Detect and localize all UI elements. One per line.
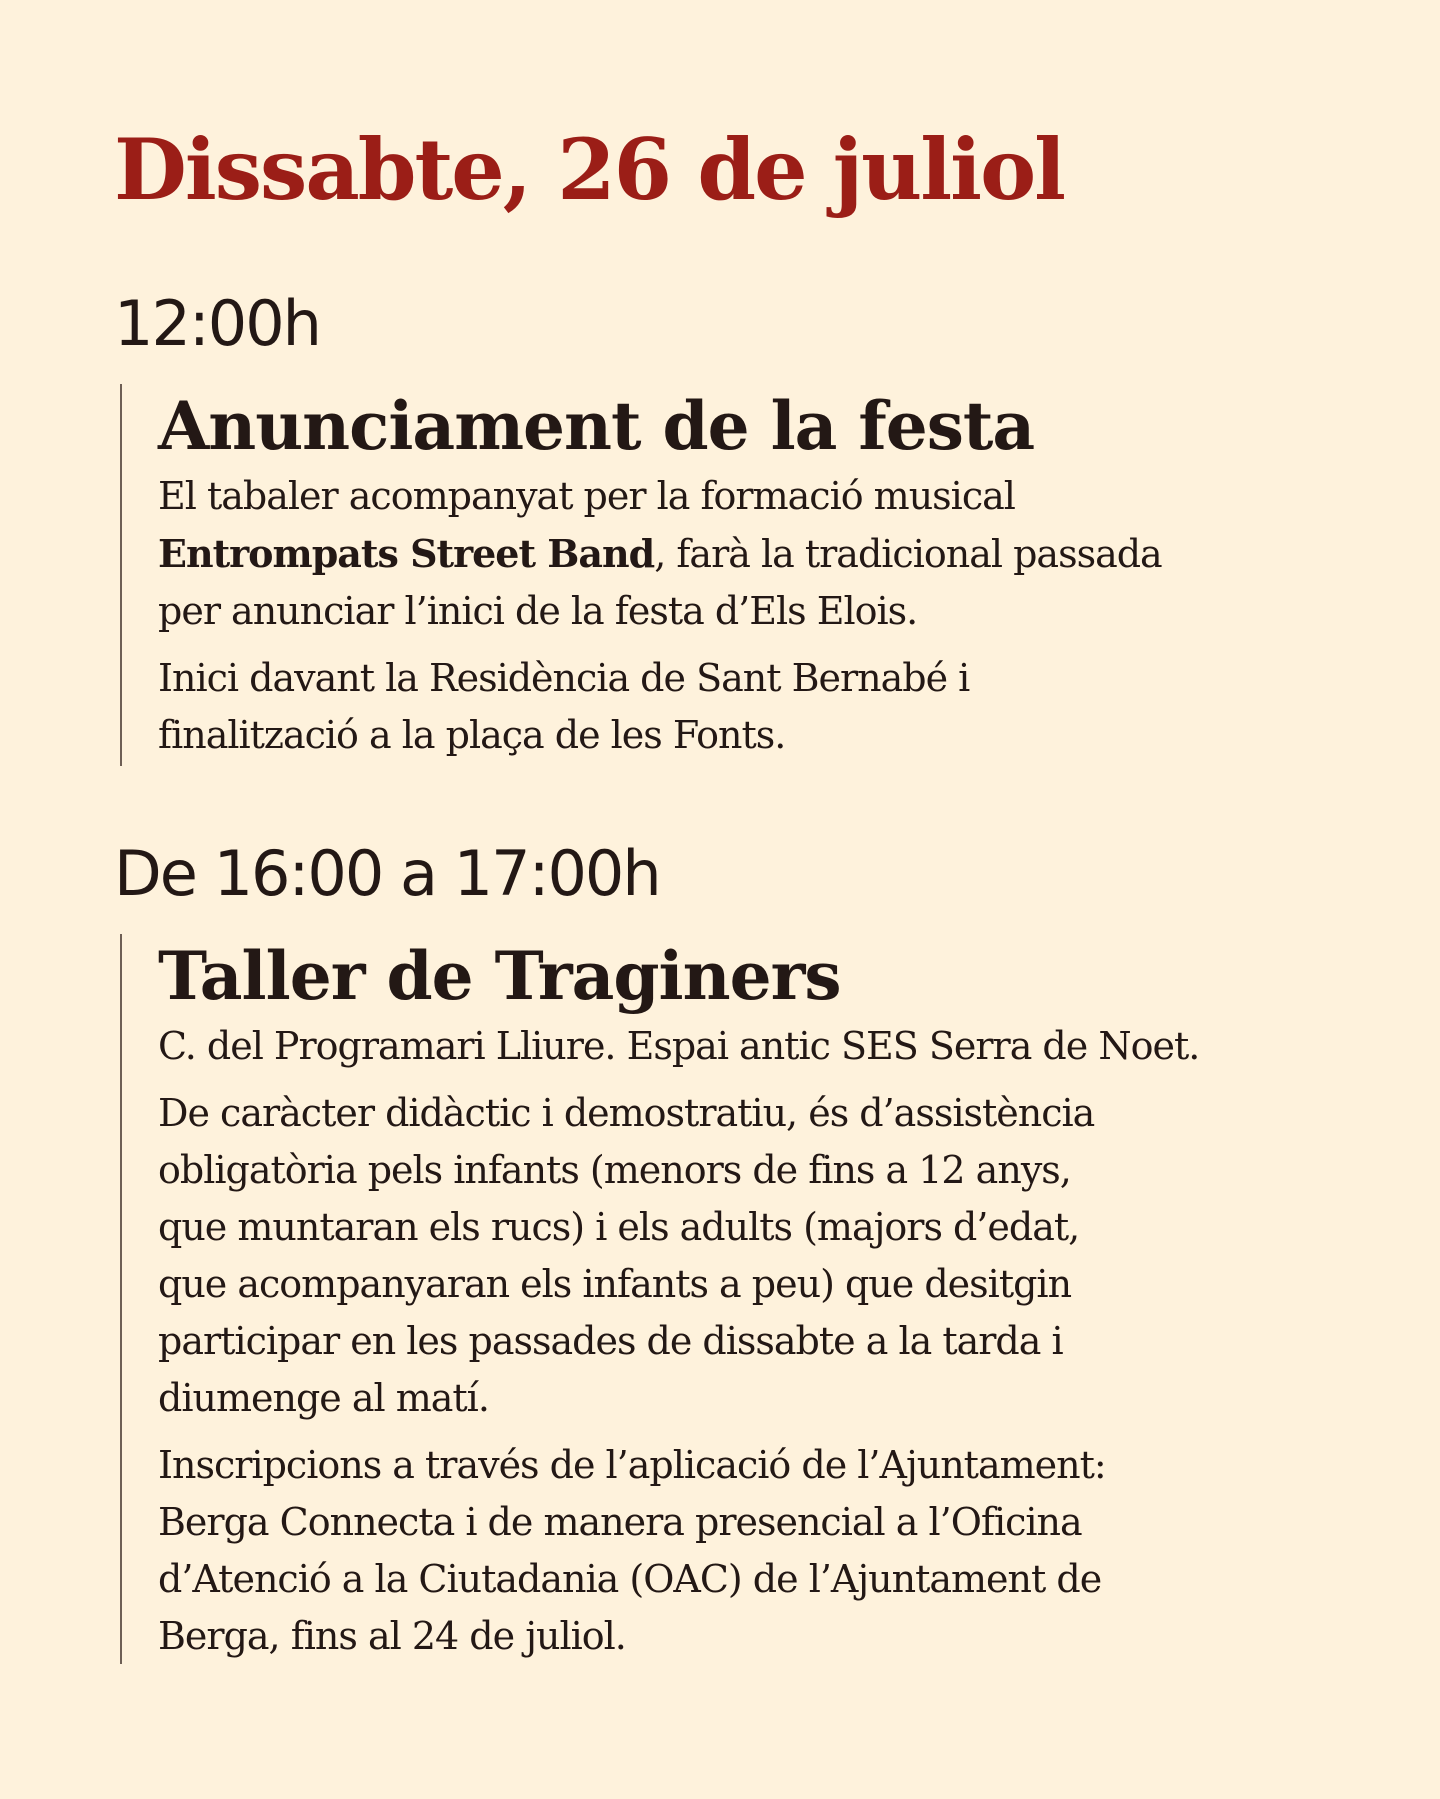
text-line: De caràcter didàctic i demostratiu, és d’assistència bbox=[158, 1091, 1095, 1135]
text-line: que muntaran els rucs) i els adults (majors d’edat, bbox=[158, 1205, 1080, 1249]
text-line: C. del Programari Lliure. Espai antic SES Serra de Noet. bbox=[158, 1024, 1200, 1068]
day-title: Dissabte, 26 de juliol bbox=[114, 120, 1065, 219]
text-line: per anunciar l’inici de la festa d’Els Elois. bbox=[158, 589, 918, 633]
text-line: El tabaler acompanyat per la formació musical bbox=[158, 474, 1015, 518]
event-2-location bbox=[158, 1018, 1199, 1075]
event-2-description bbox=[158, 1085, 1199, 1427]
event-title-1: Anunciament de la festa bbox=[158, 387, 1035, 465]
event-time-1: 12:00h bbox=[114, 287, 320, 360]
text-line: diumenge al matí. bbox=[158, 1376, 489, 1420]
text-line: participar en les passades de dissabte a la tarda i bbox=[158, 1319, 1063, 1363]
text-line: Inici davant la Residència de Sant Bernabé i bbox=[158, 656, 970, 700]
event-1-route bbox=[158, 650, 1162, 764]
text-line: , farà la tradicional passada bbox=[654, 532, 1162, 576]
event-block-2 bbox=[120, 934, 1199, 1664]
event-title-2: Taller de Traginers bbox=[158, 937, 841, 1015]
band-name: Entrompats Street Band bbox=[158, 531, 655, 576]
event-time-2: De 16:00 a 17:00h bbox=[114, 837, 660, 910]
text-line: Berga, fins al 24 de juliol. bbox=[158, 1614, 626, 1658]
event-block-1 bbox=[120, 384, 1162, 766]
text-line: Berga Connecta i de manera presencial a l’Oficina bbox=[158, 1500, 1082, 1544]
text-line: que acompanyaran els infants a peu) que desitgin bbox=[158, 1262, 1072, 1306]
text-line: finalització a la plaça de les Fonts. bbox=[158, 713, 786, 757]
text-line: d’Atenció a la Ciutadania (OAC) de l’Ajuntament de bbox=[158, 1557, 1102, 1601]
text-line: Inscripcions a través de l’aplicació de l’Ajuntament: bbox=[158, 1443, 1106, 1487]
event-1-description bbox=[158, 468, 1162, 640]
event-2-registration bbox=[158, 1437, 1199, 1665]
text-line: obligatòria pels infants (menors de fins a 12 anys, bbox=[158, 1148, 1071, 1192]
